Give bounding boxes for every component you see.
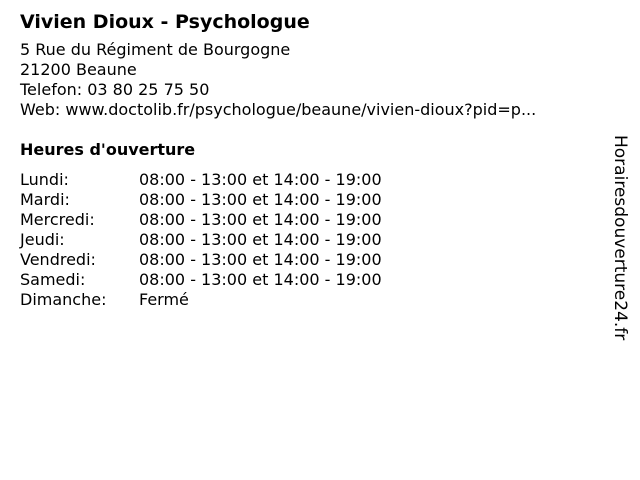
- phone-number: Telefon: 03 80 25 75 50: [20, 80, 210, 99]
- day-label: Vendredi:: [20, 250, 96, 269]
- day-label: Mardi:: [20, 190, 70, 209]
- day-label: Lundi:: [20, 170, 69, 189]
- day-label: Samedi:: [20, 270, 86, 289]
- website-link[interactable]: Web: www.doctolib.fr/psychologue/beaune/vivien-dioux?pid=p...: [20, 100, 537, 119]
- day-hours: 08:00 - 13:00 et 14:00 - 19:00: [139, 230, 382, 249]
- hours-row-friday: [20, 250, 600, 270]
- hours-row-thursday: [20, 230, 600, 250]
- day-label: Mercredi:: [20, 210, 95, 229]
- day-hours: 08:00 - 13:00 et 14:00 - 19:00: [139, 250, 382, 269]
- day-label: Jeudi:: [20, 230, 65, 249]
- business-card: [20, 8, 600, 310]
- hours-row-monday: [20, 170, 600, 190]
- day-hours: 08:00 - 13:00 et 14:00 - 19:00: [139, 270, 382, 289]
- opening-hours-title: Heures d'ouverture: [20, 140, 196, 159]
- day-hours: 08:00 - 13:00 et 14:00 - 19:00: [139, 190, 382, 209]
- opening-hours-list: [20, 170, 600, 310]
- hours-row-sunday: [20, 290, 600, 310]
- day-hours: 08:00 - 13:00 et 14:00 - 19:00: [139, 210, 382, 229]
- hours-row-wednesday: [20, 210, 600, 230]
- site-watermark: Horairesdouverture24.fr: [610, 135, 630, 341]
- address-city: 21200 Beaune: [20, 60, 137, 79]
- day-hours: Fermé: [139, 290, 189, 309]
- business-name: Vivien Dioux - Psychologue: [20, 11, 310, 33]
- day-hours: 08:00 - 13:00 et 14:00 - 19:00: [139, 170, 382, 189]
- address-street: 5 Rue du Régiment de Bourgogne: [20, 40, 291, 59]
- hours-row-tuesday: [20, 190, 600, 210]
- hours-row-saturday: [20, 270, 600, 290]
- day-label: Dimanche:: [20, 290, 107, 309]
